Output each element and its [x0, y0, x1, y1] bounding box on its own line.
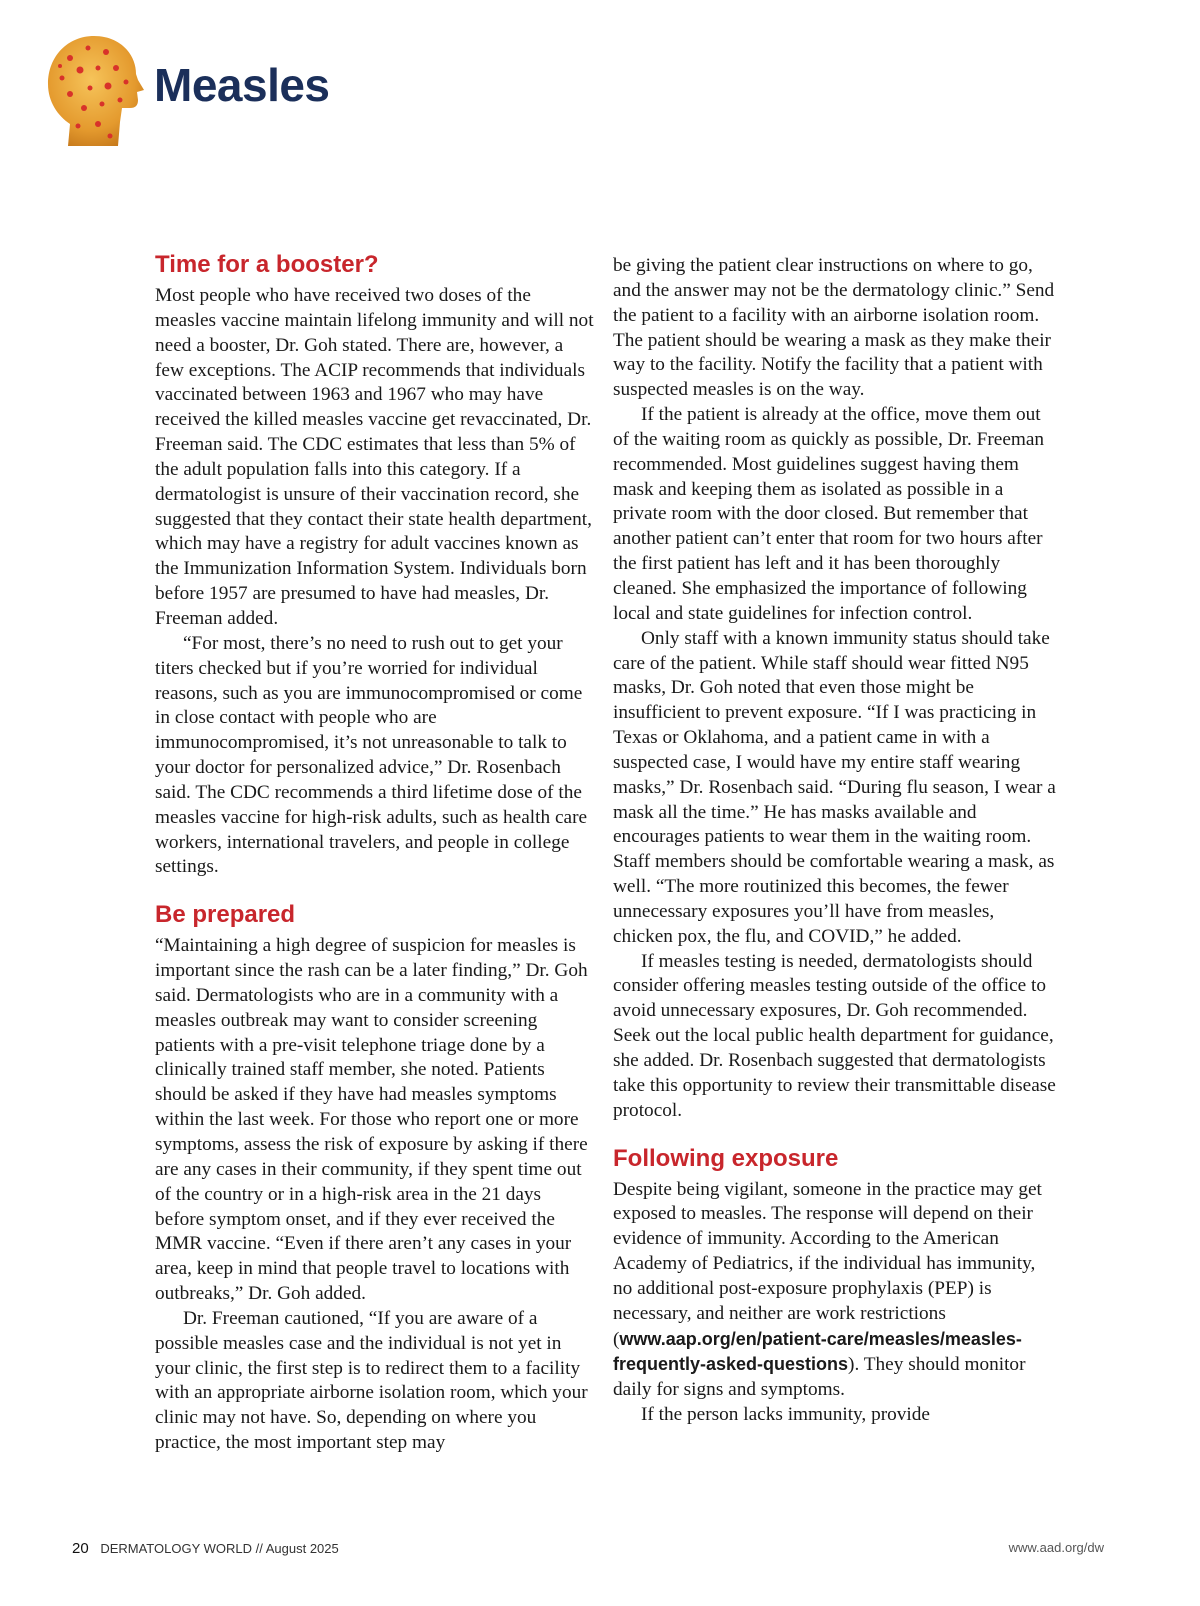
paragraph-with-link — [613, 1178, 1058, 1404]
paragraph: Only staff with a known immunity status should take care of the patient. While staff should wear fitted N95 masks, Dr. Goh noted that even those might be insufficient to prevent exposure. “If I was practicing in Texas or Oklahoma, and a patient came in with a suspected case, I would have my entire staff wearing masks,” Dr. Rosenbach said. “During flu season, I wear a mask all the time.” He has masks available and encourages patients to wear them in the waiting room. Staff members should be comfortable wearing a mask, as well. “The more routinized this becomes, the fewer unnecessary exposures you’ll have from measles, chicken pox, the flu, and COVID,” he added. — [613, 627, 1056, 947]
page-footer — [72, 1540, 1128, 1564]
paragraph: Most people who have received two doses of the measles vaccine maintain lifelong immunity and will not need a booster, Dr. Goh stated. There are, however, a few exceptions. The ACIP recommends that individuals vaccinated between 1963 and 1967 who may have received the killed measles vaccine get revaccinated, Dr. Freeman said. The CDC estimates that less than 5% of the adult population falls into this category. If a dermatologist is unsure of their vaccination record, she suggested that they contact their state health department, which may have a registry for adult vaccines known as the Immunization Information System. Individuals born before 1957 are presumed to have had measles, Dr. Freeman added. — [155, 285, 594, 629]
footer-left — [72, 1540, 339, 1557]
page-number: 20 — [72, 1540, 89, 1557]
paragraph: If the patient is already at the office, move them out of the waiting room as quickly as possible, Dr. Freeman recommended. Most guidelines suggest having them mask and keeping them as isolated as possible in a private room with the door closed. But remember that another patient can’t enter that room for two hours after the first patient has left and it has been thoroughly cleaned. She emphasized the importance of following local and state guidelines for infection control. — [613, 404, 1045, 624]
left-column — [155, 250, 595, 1456]
section-heading-exposure: Following exposure — [613, 1144, 839, 1172]
section-heading-booster: Time for a booster? — [155, 251, 379, 278]
measles-head-icon — [40, 28, 150, 148]
paragraph-text: ). They should monitor daily for signs and symptoms. — [613, 1354, 1026, 1401]
section-heading-prepared: Be prepared — [155, 901, 296, 929]
paragraph: “Maintaining a high degree of suspicion for measles is important since the rash can be a later finding,” Dr. Goh said. Dermatologists who are in a community with a measles outbreak may want to consider screening patients with a pre-visit telephone triage done by a clinically trained staff member, she noted. Patients should be asked if they have had measles symptoms within the last week. For those who report one or more symptoms, assess the risk of exposure by asking if there are any cases in their community, if they spent time out of the country or in a high-risk area in the 21 days before symptom onset, and if they ever received the MMR vaccine. “Even if there aren’t any cases in your area, keep in mind that people travel to locations with outbreaks,” Dr. Goh added. — [155, 935, 588, 1305]
aap-measles-faq-link[interactable]: www.aap.org/en/patient-care/measles/measles-frequently-asked-questions — [613, 1328, 1022, 1375]
right-column — [613, 254, 1058, 1428]
paragraph: “For most, there’s no need to rush out to get your titers checked but if you’re worried for individual reasons, such as you are immunocompromised or come in close contact with people who are immunocompromised, it’s not unreasonable to talk to your doctor for personalized advice,” Dr. Rosenbach said. The CDC recommends a third lifetime dose of the measles vaccine for high-risk adults, such as health care workers, international travelers, and people in college settings. — [155, 632, 588, 878]
website-link[interactable]: www.aad.org/dw — [1008, 1540, 1104, 1555]
page-title: Measles — [154, 59, 330, 111]
publication-name: DERMATOLOGY WORLD // August 2025 — [100, 1541, 339, 1556]
paragraph: If measles testing is needed, dermatologists should consider offering measles testing outside of the office to avoid unnecessary exposures, Dr. Goh recommended. Seek out the local public health department for guidance, she added. Dr. Rosenbach suggested that dermatologists take this opportunity to review their transmittable disease protocol. — [613, 950, 1056, 1121]
paragraph: be giving the patient clear instructions on where to go, and the answer may not be the dermatology clinic.” Send the patient to a facility with an airborne isolation room. The patient should be wearing a mask as they make their way to the facility. Notify the facility that a patient with suspected measles is on the way. — [613, 255, 1055, 401]
paragraph-text: Despite being vigilant, someone in the practice may get exposed to measles. The response will depend on their evidence of immunity. According to the American Academy of Pediatrics, if the individual has immunity, no additional post-exposure prophylaxis (PEP) is necessary, and neither are work restrictions ( — [613, 1178, 1042, 1350]
paragraph: Dr. Freeman cautioned, “If you are aware of a possible measles case and the individual is not yet in your clinic, the first step is to redirect them to a facility with an appropriate airborne isolation room, which your clinic may not have. So, depending on where you practice, the most important step may — [155, 1307, 588, 1454]
paragraph: If the person lacks immunity, provide — [641, 1404, 930, 1426]
